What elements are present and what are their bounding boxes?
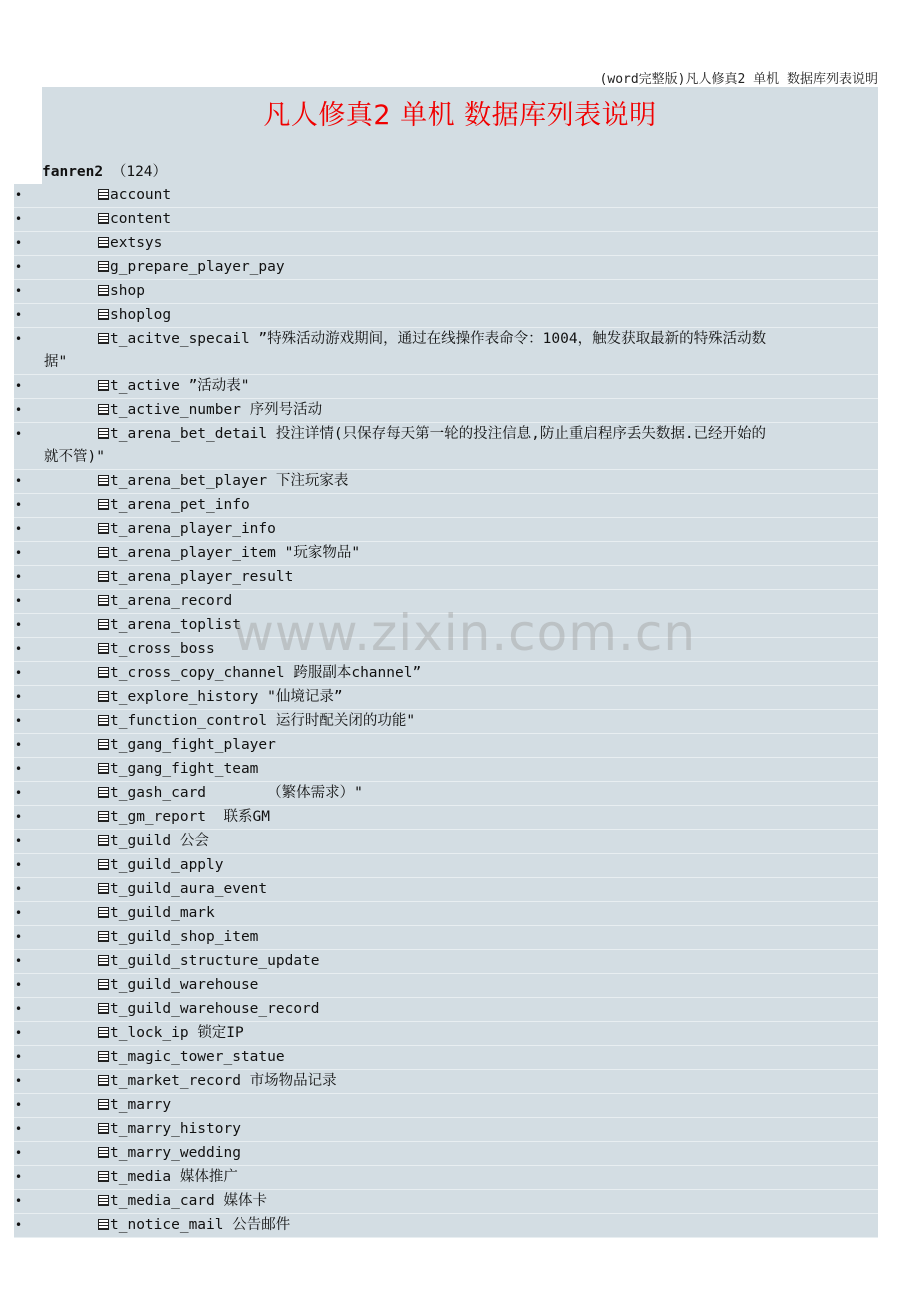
bullet: • — [15, 236, 23, 250]
table-icon — [98, 1195, 109, 1206]
list-item — [14, 1190, 878, 1214]
table-icon — [98, 1219, 109, 1230]
table-icon — [98, 811, 109, 822]
item-body — [14, 782, 878, 805]
item-body — [14, 710, 878, 733]
list-item — [14, 614, 878, 638]
table-name: t_media — [110, 1169, 172, 1185]
database-heading — [42, 161, 878, 184]
bullet: • — [15, 546, 23, 560]
table-icon — [98, 309, 109, 320]
item-body — [14, 590, 878, 613]
table-name: t_gm_report — [110, 809, 207, 825]
table-icon — [98, 333, 109, 344]
bullet: • — [15, 284, 23, 298]
item-body — [14, 614, 878, 637]
bullet: • — [15, 762, 23, 776]
table-icon — [98, 1123, 109, 1134]
list-item — [14, 399, 878, 423]
table-description: "仙境记录” — [267, 689, 343, 705]
table-icon — [98, 979, 109, 990]
list-item — [14, 1046, 878, 1070]
list-item — [14, 1166, 878, 1190]
table-icon — [98, 285, 109, 296]
bullet: • — [15, 1050, 23, 1064]
item-body — [14, 375, 878, 398]
bullet: • — [15, 188, 23, 202]
list-item — [14, 304, 878, 328]
table-name: account — [110, 187, 172, 203]
list-item — [14, 518, 878, 542]
item-body — [14, 998, 878, 1021]
table-name: t_arena_pet_info — [110, 497, 250, 513]
bullet: • — [15, 810, 23, 824]
table-name: t_notice_mail — [110, 1217, 224, 1233]
page-header: (word完整版)凡人修真2 单机 数据库列表说明 — [599, 72, 878, 87]
table-icon — [98, 1147, 109, 1158]
bullet: • — [15, 954, 23, 968]
bullet: • — [15, 738, 23, 752]
item-body — [14, 1190, 878, 1213]
table-icon — [98, 1171, 109, 1182]
table-icon — [98, 475, 109, 486]
table-icon — [98, 380, 109, 391]
list-item — [14, 806, 878, 830]
document-title: 凡人修真2 单机 数据库列表说明 — [263, 100, 657, 131]
list-item — [14, 590, 878, 614]
table-icon — [98, 1051, 109, 1062]
list-item — [14, 950, 878, 974]
list-item — [14, 758, 878, 782]
bullet: • — [15, 834, 23, 848]
item-body — [14, 878, 878, 901]
table-name: t_guild — [110, 833, 172, 849]
table-name: t_marry_wedding — [110, 1145, 241, 1161]
table-icon — [98, 859, 109, 870]
list-item — [14, 542, 878, 566]
table-name: t_guild_warehouse — [110, 977, 259, 993]
bullet: • — [15, 1122, 23, 1136]
table-name: t_arena_bet_player — [110, 473, 268, 489]
table-description: 下注玩家表 — [275, 473, 349, 489]
table-icon — [98, 499, 109, 510]
item-body — [14, 518, 878, 541]
bullet: • — [15, 666, 23, 680]
table-name: t_function_control — [110, 713, 268, 729]
bullet: • — [15, 1218, 23, 1232]
table-name: t_guild_mark — [110, 905, 215, 921]
table-icon — [98, 835, 109, 846]
table-name: t_arena_player_result — [110, 569, 294, 585]
table-name: t_marry_history — [110, 1121, 241, 1137]
bullet: • — [15, 978, 23, 992]
list-item — [14, 375, 878, 399]
table-name: content — [110, 211, 172, 227]
table-name: t_guild_structure_update — [110, 953, 320, 969]
bullet: • — [15, 1074, 23, 1088]
bullet: • — [15, 1002, 23, 1016]
bullet: • — [15, 858, 23, 872]
table-description: ”活动表" — [188, 378, 250, 394]
table-name: t_gash_card — [110, 785, 207, 801]
list-item — [14, 638, 878, 662]
table-icon — [98, 907, 109, 918]
bullet: • — [15, 1170, 23, 1184]
table-name: t_gang_fight_player — [110, 737, 276, 753]
table-icon — [98, 428, 109, 439]
table-name: t_cross_copy_channel — [110, 665, 285, 681]
table-name: t_guild_aura_event — [110, 881, 268, 897]
table-name: g_prepare_player_pay — [110, 259, 285, 275]
table-description: 媒体推广 — [179, 1169, 238, 1185]
item-body — [14, 542, 878, 565]
item-body — [14, 974, 878, 997]
table-icon — [98, 955, 109, 966]
item-body — [14, 304, 878, 327]
table-description: ”特殊活动游戏期间，通过在线操作表命令：1004，触发获取最新的特殊活动数 — [258, 331, 767, 347]
list-item — [14, 280, 878, 304]
bullet: • — [15, 642, 23, 656]
table-name: t_marry — [110, 1097, 172, 1113]
list-item — [14, 423, 878, 470]
table-name: t_media_card — [110, 1193, 215, 1209]
table-description: 市场物品记录 — [249, 1073, 337, 1089]
list-item — [14, 926, 878, 950]
bullet: • — [15, 1194, 23, 1208]
item-body — [14, 638, 878, 661]
table-description: 锁定IP — [197, 1025, 244, 1041]
item-body — [14, 399, 878, 422]
table-description: 序列号活动 — [249, 402, 323, 418]
bullet: • — [15, 594, 23, 608]
bullet: • — [15, 379, 23, 393]
item-body — [14, 494, 878, 517]
item-body — [14, 854, 878, 877]
table-name: t_gang_fight_team — [110, 761, 259, 777]
table-name: t_magic_tower_statue — [110, 1049, 285, 1065]
list-item — [14, 1118, 878, 1142]
table-icon — [98, 883, 109, 894]
table-description: 投注详情(只保存每天第一轮的投注信息,防止重启程序丢失数据.已经开始的 — [275, 426, 767, 442]
table-icon — [98, 547, 109, 558]
list-item — [14, 494, 878, 518]
list-item — [14, 998, 878, 1022]
table-icon — [98, 619, 109, 630]
table-icon — [98, 404, 109, 415]
list-item — [14, 686, 878, 710]
item-body — [14, 902, 878, 925]
table-description: 媒体卡 — [223, 1193, 267, 1209]
item-body — [14, 1214, 878, 1237]
table-icon — [98, 595, 109, 606]
table-name: shop — [110, 283, 145, 299]
list-item — [14, 854, 878, 878]
item-body — [14, 806, 878, 829]
bullet: • — [15, 714, 23, 728]
list-item — [14, 470, 878, 494]
list-item — [14, 1094, 878, 1118]
item-body — [14, 256, 878, 279]
title-block — [42, 87, 878, 161]
list-item — [14, 782, 878, 806]
list-item — [14, 734, 878, 758]
item-body — [14, 734, 878, 757]
item-body — [14, 423, 878, 469]
list-item — [14, 1022, 878, 1046]
table-name: t_acitve_specail — [110, 331, 250, 347]
table-name: t_arena_player_item — [110, 545, 276, 561]
table-icon — [98, 667, 109, 678]
list-item — [14, 974, 878, 998]
bullet: • — [15, 618, 23, 632]
list-item — [14, 566, 878, 590]
item-body — [14, 208, 878, 231]
table-icon — [98, 643, 109, 654]
bullet: • — [15, 1026, 23, 1040]
item-body — [14, 1118, 878, 1141]
bullet: • — [15, 930, 23, 944]
item-body — [14, 1070, 878, 1093]
table-icon — [98, 523, 109, 534]
list-item — [14, 208, 878, 232]
item-body — [14, 280, 878, 303]
table-icon — [98, 237, 109, 248]
table-icon — [98, 715, 109, 726]
item-body — [14, 1166, 878, 1189]
table-name: t_guild_apply — [110, 857, 224, 873]
table-name: t_explore_history — [110, 689, 259, 705]
table-name: t_arena_record — [110, 593, 233, 609]
list-item — [14, 710, 878, 734]
table-icon — [98, 931, 109, 942]
table-icon — [98, 1099, 109, 1110]
table-name: t_market_record — [110, 1073, 241, 1089]
item-body — [14, 1094, 878, 1117]
item-body — [14, 926, 878, 949]
table-name: t_lock_ip — [110, 1025, 189, 1041]
list-item — [14, 902, 878, 926]
list-item — [14, 232, 878, 256]
table-icon — [98, 261, 109, 272]
bullet: • — [15, 332, 23, 346]
item-body — [14, 1022, 878, 1045]
database-name: fanren2 — [42, 164, 104, 180]
item-body — [14, 232, 878, 255]
item-body — [14, 184, 878, 207]
item-body — [14, 566, 878, 589]
table-name: t_guild_shop_item — [110, 929, 259, 945]
bullet: • — [15, 906, 23, 920]
list-item — [14, 184, 878, 208]
list-item — [14, 1214, 878, 1238]
table-name: t_active — [110, 378, 180, 394]
item-body — [14, 328, 878, 374]
table-icon — [98, 1027, 109, 1038]
table-icon — [98, 1075, 109, 1086]
database-count: （124） — [111, 164, 168, 180]
table-icon — [98, 787, 109, 798]
table-description-continued: 据" — [44, 354, 68, 370]
bullet: • — [15, 308, 23, 322]
table-description: 跨服副本channel” — [293, 665, 422, 681]
list-item — [14, 878, 878, 902]
item-body — [14, 758, 878, 781]
list-item — [14, 1070, 878, 1094]
table-description: 运行时配关闭的功能" — [275, 713, 416, 729]
item-body — [14, 1142, 878, 1165]
bullet: • — [15, 570, 23, 584]
watermark: www.zixin.com.cn — [233, 604, 697, 662]
bullet: • — [15, 786, 23, 800]
table-icon — [98, 1003, 109, 1014]
list-item — [14, 1142, 878, 1166]
item-body — [14, 470, 878, 493]
table-icon — [98, 763, 109, 774]
table-icon — [98, 189, 109, 200]
item-body — [14, 1046, 878, 1069]
item-body — [14, 830, 878, 853]
bullet: • — [15, 522, 23, 536]
table-description: "玩家物品" — [284, 545, 361, 561]
table-name: t_cross_boss — [110, 641, 215, 657]
bullet: • — [15, 403, 23, 417]
table-name: t_arena_toplist — [110, 617, 241, 633]
table-icon — [98, 213, 109, 224]
table-name: t_active_number — [110, 402, 241, 418]
table-description: 公会 — [179, 833, 209, 849]
list-item — [14, 328, 878, 375]
table-description: 联系GM — [214, 809, 270, 825]
table-icon — [98, 571, 109, 582]
item-body — [14, 662, 878, 685]
list-item — [14, 830, 878, 854]
list-item — [14, 662, 878, 686]
table-description-continued: 就不管)" — [44, 449, 105, 465]
item-body — [14, 686, 878, 709]
table-name: t_arena_bet_detail — [110, 426, 268, 442]
bullet: • — [15, 427, 23, 441]
table-name: t_guild_warehouse_record — [110, 1001, 320, 1017]
bullet: • — [15, 690, 23, 704]
bullet: • — [15, 260, 23, 274]
bullet: • — [15, 498, 23, 512]
table-icon — [98, 691, 109, 702]
bullet: • — [15, 882, 23, 896]
list-item — [14, 256, 878, 280]
bullet: • — [15, 474, 23, 488]
table-icon — [98, 739, 109, 750]
bullet: • — [15, 1098, 23, 1112]
table-name: t_arena_player_info — [110, 521, 276, 537]
table-list — [14, 184, 878, 1238]
bullet: • — [15, 212, 23, 226]
item-body — [14, 950, 878, 973]
table-description: 公告邮件 — [232, 1217, 291, 1233]
bullet: • — [15, 1146, 23, 1160]
table-name: extsys — [110, 235, 163, 251]
table-name: shoplog — [110, 307, 172, 323]
table-description: （繁体需求）" — [214, 785, 363, 801]
